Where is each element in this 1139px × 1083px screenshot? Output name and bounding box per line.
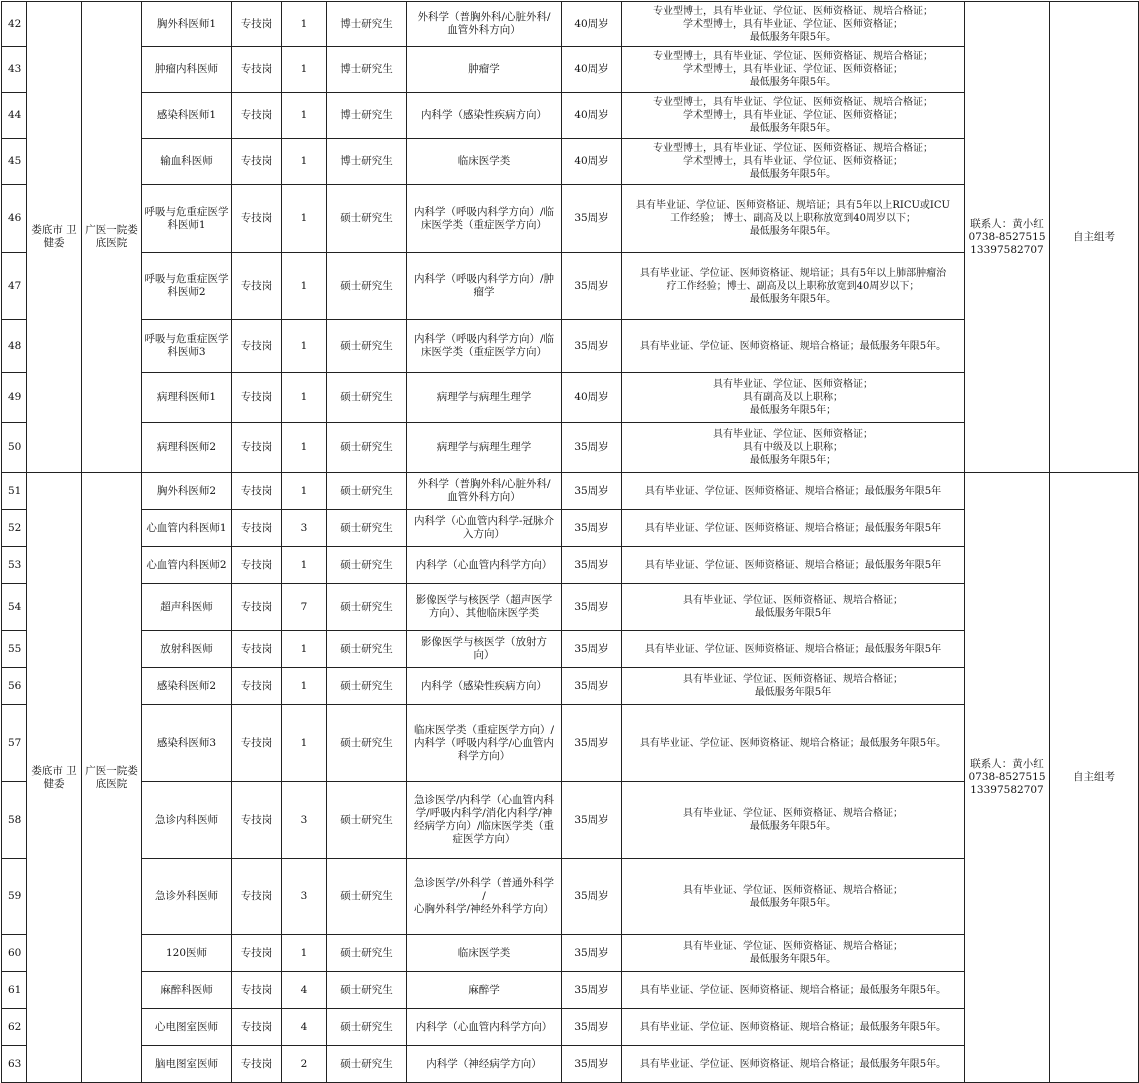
age-limit-cell: 35周岁 — [562, 1046, 622, 1083]
headcount-cell: 1 — [282, 139, 327, 185]
row-number-cell: 55 — [2, 631, 27, 668]
headcount-cell: 1 — [282, 373, 327, 423]
education-cell: 硕士研究生 — [327, 972, 407, 1009]
position-cell: 脑电图室医师 — [142, 1046, 232, 1083]
row-number-cell: 44 — [2, 93, 27, 139]
age-limit-cell: 35周岁 — [562, 253, 622, 320]
education-cell: 硕士研究生 — [327, 253, 407, 320]
age-limit-cell: 35周岁 — [562, 547, 622, 584]
age-limit-cell: 35周岁 — [562, 473, 622, 510]
headcount-cell: 1 — [282, 47, 327, 93]
age-limit-cell: 40周岁 — [562, 93, 622, 139]
position-cell: 病理科医师2 — [142, 423, 232, 473]
headcount-cell: 7 — [282, 584, 327, 631]
post-type-cell: 专技岗 — [232, 1046, 282, 1083]
headcount-cell: 3 — [282, 510, 327, 547]
headcount-cell: 4 — [282, 1009, 327, 1046]
education-cell: 硕士研究生 — [327, 373, 407, 423]
education-cell: 硕士研究生 — [327, 473, 407, 510]
contact-cell: 联系人：黄小红 0738-8527515 13397582707 — [965, 2, 1050, 473]
major-cell: 外科学（普胸外科/心脏外科/ 血管外科方向） — [407, 473, 562, 510]
headcount-cell: 1 — [282, 93, 327, 139]
major-cell: 影像医学与核医学（超声医学 方向）、其他临床医学类 — [407, 584, 562, 631]
headcount-cell: 3 — [282, 859, 327, 935]
major-cell: 内科学（心血管内科学方向） — [407, 1009, 562, 1046]
requirements-cell: 具有毕业证、学位证、医师资格证、规培证；具有5年以上RICU或ICU 工作经验； 博士、副高及以上职称放宽到40周岁以下； 最低服务年限5年。 — [622, 185, 965, 253]
post-type-cell: 专技岗 — [232, 668, 282, 705]
education-cell: 硕士研究生 — [327, 423, 407, 473]
major-cell: 内科学（感染性疾病方向） — [407, 93, 562, 139]
position-cell: 输血科医师 — [142, 139, 232, 185]
row-number-cell: 49 — [2, 373, 27, 423]
age-limit-cell: 35周岁 — [562, 510, 622, 547]
education-cell: 硕士研究生 — [327, 705, 407, 782]
position-cell: 超声科医师 — [142, 584, 232, 631]
education-cell: 博士研究生 — [327, 47, 407, 93]
headcount-cell: 3 — [282, 782, 327, 859]
education-cell: 博士研究生 — [327, 93, 407, 139]
requirements-cell: 具有毕业证、学位证、医师资格证、规培合格证； 最低服务年限5年 — [622, 584, 965, 631]
requirements-cell: 具有毕业证、学位证、医师资格证、规培合格证； 最低服务年限5年。 — [622, 859, 965, 935]
position-cell: 120医师 — [142, 935, 232, 972]
education-cell: 硕士研究生 — [327, 1046, 407, 1083]
major-cell: 外科学（普胸外科/心脏外科/ 血管外科方向） — [407, 2, 562, 47]
major-cell: 临床医学类（重症医学方向）/ 内科学（呼吸内科学/心血管内 科学方向） — [407, 705, 562, 782]
requirements-cell: 具有毕业证、学位证、医师资格证、规培合格证；最低服务年限5年 — [622, 510, 965, 547]
requirements-cell: 具有毕业证、学位证、医师资格证、规培合格证；最低服务年限5年。 — [622, 1009, 965, 1046]
major-cell: 内科学（呼吸内科学方向）/临 床医学类（重症医学方向） — [407, 185, 562, 253]
major-cell: 内科学（呼吸内科学方向）/肿 瘤学 — [407, 253, 562, 320]
unit-cell: 娄底市 卫 健委 — [27, 473, 82, 1083]
education-cell: 硕士研究生 — [327, 859, 407, 935]
major-cell: 影像医学与核医学（放射方 向） — [407, 631, 562, 668]
row-number-cell: 61 — [2, 972, 27, 1009]
unit-cell: 娄底市 卫 健委 — [27, 2, 82, 473]
headcount-cell: 1 — [282, 253, 327, 320]
requirements-cell: 具有毕业证、学位证、医师资格证、规培合格证； 最低服务年限5年 — [622, 668, 965, 705]
major-cell: 临床医学类 — [407, 139, 562, 185]
position-cell: 放射科医师 — [142, 631, 232, 668]
headcount-cell: 1 — [282, 185, 327, 253]
row-number-cell: 54 — [2, 584, 27, 631]
row-number-cell: 57 — [2, 705, 27, 782]
table-row — [2, 2, 1139, 47]
age-limit-cell: 35周岁 — [562, 935, 622, 972]
row-number-cell: 58 — [2, 782, 27, 859]
post-type-cell: 专技岗 — [232, 584, 282, 631]
major-cell: 内科学（心血管内科学方向） — [407, 547, 562, 584]
table-row — [2, 473, 1139, 510]
position-cell: 感染科医师3 — [142, 705, 232, 782]
exam-method-cell: 自主组考 — [1050, 2, 1139, 473]
position-cell: 胸外科医师2 — [142, 473, 232, 510]
education-cell: 硕士研究生 — [327, 631, 407, 668]
headcount-cell: 1 — [282, 2, 327, 47]
requirements-cell: 具有毕业证、学位证、医师资格证、规培证；具有5年以上肺部肿瘤治 疗工作经验；博士、副高及以上职称放宽到40周岁以下； 最低服务年限5年。 — [622, 253, 965, 320]
age-limit-cell: 35周岁 — [562, 320, 622, 373]
contact-cell: 联系人：黄小红 0738-8527515 13397582707 — [965, 473, 1050, 1083]
position-cell: 感染科医师1 — [142, 93, 232, 139]
requirements-cell: 具有毕业证、学位证、医师资格证、规培合格证；最低服务年限5年 — [622, 547, 965, 584]
post-type-cell: 专技岗 — [232, 547, 282, 584]
position-cell: 感染科医师2 — [142, 668, 232, 705]
position-cell: 麻醉科医师 — [142, 972, 232, 1009]
row-number-cell: 46 — [2, 185, 27, 253]
row-number-cell: 51 — [2, 473, 27, 510]
major-cell: 内科学（心血管内科学-冠脉介 入方向） — [407, 510, 562, 547]
post-type-cell: 专技岗 — [232, 705, 282, 782]
row-number-cell: 62 — [2, 1009, 27, 1046]
row-number-cell: 42 — [2, 2, 27, 47]
post-type-cell: 专技岗 — [232, 185, 282, 253]
requirements-cell: 具有毕业证、学位证、医师资格证、规培合格证；最低服务年限5年 — [622, 473, 965, 510]
row-number-cell: 52 — [2, 510, 27, 547]
age-limit-cell: 35周岁 — [562, 631, 622, 668]
requirements-cell: 具有毕业证、学位证、医师资格证、规培合格证；最低服务年限5年。 — [622, 320, 965, 373]
age-limit-cell: 40周岁 — [562, 373, 622, 423]
post-type-cell: 专技岗 — [232, 1009, 282, 1046]
position-cell: 胸外科医师1 — [142, 2, 232, 47]
age-limit-cell: 40周岁 — [562, 2, 622, 47]
row-number-cell: 59 — [2, 859, 27, 935]
post-type-cell: 专技岗 — [232, 782, 282, 859]
age-limit-cell: 35周岁 — [562, 972, 622, 1009]
education-cell: 硕士研究生 — [327, 668, 407, 705]
row-number-cell: 50 — [2, 423, 27, 473]
post-type-cell: 专技岗 — [232, 320, 282, 373]
requirements-cell: 具有毕业证、学位证、医师资格证、规培合格证；最低服务年限5年 — [622, 631, 965, 668]
education-cell: 博士研究生 — [327, 139, 407, 185]
requirements-cell: 具有毕业证、学位证、医师资格证、规培合格证； 最低服务年限5年。 — [622, 935, 965, 972]
post-type-cell: 专技岗 — [232, 2, 282, 47]
age-limit-cell: 35周岁 — [562, 185, 622, 253]
education-cell: 博士研究生 — [327, 2, 407, 47]
position-cell: 心电图室医师 — [142, 1009, 232, 1046]
major-cell: 病理学与病理生理学 — [407, 373, 562, 423]
requirements-cell: 专业型博士，具有毕业证、学位证、医师资格证、规培合格证； 学术型博士，具有毕业证、学位证、医师资格证； 最低服务年限5年。 — [622, 47, 965, 93]
age-limit-cell: 35周岁 — [562, 782, 622, 859]
position-cell: 急诊外科医师 — [142, 859, 232, 935]
headcount-cell: 1 — [282, 631, 327, 668]
headcount-cell: 2 — [282, 1046, 327, 1083]
position-cell: 呼吸与危重症医学 科医师1 — [142, 185, 232, 253]
requirements-cell: 具有毕业证、学位证、医师资格证； 具有中级及以上职称； 最低服务年限5年； — [622, 423, 965, 473]
education-cell: 硕士研究生 — [327, 1009, 407, 1046]
major-cell: 临床医学类 — [407, 935, 562, 972]
age-limit-cell: 35周岁 — [562, 1009, 622, 1046]
requirements-cell: 具有毕业证、学位证、医师资格证； 具有副高及以上职称； 最低服务年限5年； — [622, 373, 965, 423]
row-number-cell: 60 — [2, 935, 27, 972]
major-cell: 内科学（呼吸内科学方向）/临 床医学类（重症医学方向） — [407, 320, 562, 373]
post-type-cell: 专技岗 — [232, 631, 282, 668]
employer-cell: 广医一院娄 底医院 — [82, 2, 142, 473]
post-type-cell: 专技岗 — [232, 93, 282, 139]
row-number-cell: 43 — [2, 47, 27, 93]
education-cell: 硕士研究生 — [327, 510, 407, 547]
post-type-cell: 专技岗 — [232, 473, 282, 510]
age-limit-cell: 40周岁 — [562, 139, 622, 185]
row-number-cell: 63 — [2, 1046, 27, 1083]
education-cell: 硕士研究生 — [327, 547, 407, 584]
headcount-cell: 1 — [282, 935, 327, 972]
requirements-cell: 专业型博士，具有毕业证、学位证、医师资格证、规培合格证； 学术型博士，具有毕业证、学位证、医师资格证； 最低服务年限5年。 — [622, 2, 965, 47]
education-cell: 硕士研究生 — [327, 320, 407, 373]
post-type-cell: 专技岗 — [232, 139, 282, 185]
position-cell: 心血管内科医师2 — [142, 547, 232, 584]
row-number-cell: 56 — [2, 668, 27, 705]
employer-cell: 广医一院娄 底医院 — [82, 473, 142, 1083]
requirements-cell: 专业型博士，具有毕业证、学位证、医师资格证、规培合格证； 学术型博士，具有毕业证、学位证、医师资格证； 最低服务年限5年。 — [622, 93, 965, 139]
major-cell: 内科学（感染性疾病方向） — [407, 668, 562, 705]
post-type-cell: 专技岗 — [232, 859, 282, 935]
requirements-cell: 具有毕业证、学位证、医师资格证、规培合格证；最低服务年限5年。 — [622, 1046, 965, 1083]
requirements-cell: 具有毕业证、学位证、医师资格证、规培合格证；最低服务年限5年。 — [622, 705, 965, 782]
headcount-cell: 4 — [282, 972, 327, 1009]
post-type-cell: 专技岗 — [232, 373, 282, 423]
headcount-cell: 1 — [282, 473, 327, 510]
position-cell: 呼吸与危重症医学 科医师2 — [142, 253, 232, 320]
age-limit-cell: 40周岁 — [562, 47, 622, 93]
major-cell: 急诊医学/内科学（心血管内科 学/呼吸内科学/消化内科学/神 经病学方向）/临床医学类（重 症医学方向） — [407, 782, 562, 859]
recruitment-table — [1, 1, 1139, 1083]
table-body — [2, 2, 1139, 1083]
education-cell: 硕士研究生 — [327, 185, 407, 253]
major-cell: 急诊医学/外科学（普通外科学 / 心胸外科学/神经外科学方向） — [407, 859, 562, 935]
post-type-cell: 专技岗 — [232, 972, 282, 1009]
major-cell: 病理学与病理生理学 — [407, 423, 562, 473]
headcount-cell: 1 — [282, 668, 327, 705]
age-limit-cell: 35周岁 — [562, 668, 622, 705]
education-cell: 硕士研究生 — [327, 584, 407, 631]
major-cell: 内科学（神经病学方向） — [407, 1046, 562, 1083]
position-cell: 病理科医师1 — [142, 373, 232, 423]
requirements-cell: 具有毕业证、学位证、医师资格证、规培合格证； 最低服务年限5年。 — [622, 782, 965, 859]
row-number-cell: 45 — [2, 139, 27, 185]
row-number-cell: 48 — [2, 320, 27, 373]
position-cell: 心血管内科医师1 — [142, 510, 232, 547]
requirements-cell: 专业型博士，具有毕业证、学位证、医师资格证、规培合格证； 学术型博士，具有毕业证、学位证、医师资格证； 最低服务年限5年。 — [622, 139, 965, 185]
major-cell: 麻醉学 — [407, 972, 562, 1009]
age-limit-cell: 35周岁 — [562, 705, 622, 782]
requirements-cell: 具有毕业证、学位证、医师资格证、规培合格证；最低服务年限5年。 — [622, 972, 965, 1009]
post-type-cell: 专技岗 — [232, 253, 282, 320]
row-number-cell: 47 — [2, 253, 27, 320]
post-type-cell: 专技岗 — [232, 935, 282, 972]
position-cell: 呼吸与危重症医学 科医师3 — [142, 320, 232, 373]
position-cell: 肿瘤内科医师 — [142, 47, 232, 93]
headcount-cell: 1 — [282, 423, 327, 473]
age-limit-cell: 35周岁 — [562, 423, 622, 473]
education-cell: 硕士研究生 — [327, 935, 407, 972]
headcount-cell: 1 — [282, 705, 327, 782]
education-cell: 硕士研究生 — [327, 782, 407, 859]
row-number-cell: 53 — [2, 547, 27, 584]
post-type-cell: 专技岗 — [232, 423, 282, 473]
position-cell: 急诊内科医师 — [142, 782, 232, 859]
headcount-cell: 1 — [282, 320, 327, 373]
post-type-cell: 专技岗 — [232, 510, 282, 547]
age-limit-cell: 35周岁 — [562, 584, 622, 631]
post-type-cell: 专技岗 — [232, 47, 282, 93]
age-limit-cell: 35周岁 — [562, 859, 622, 935]
headcount-cell: 1 — [282, 547, 327, 584]
major-cell: 肿瘤学 — [407, 47, 562, 93]
exam-method-cell: 自主组考 — [1050, 473, 1139, 1083]
